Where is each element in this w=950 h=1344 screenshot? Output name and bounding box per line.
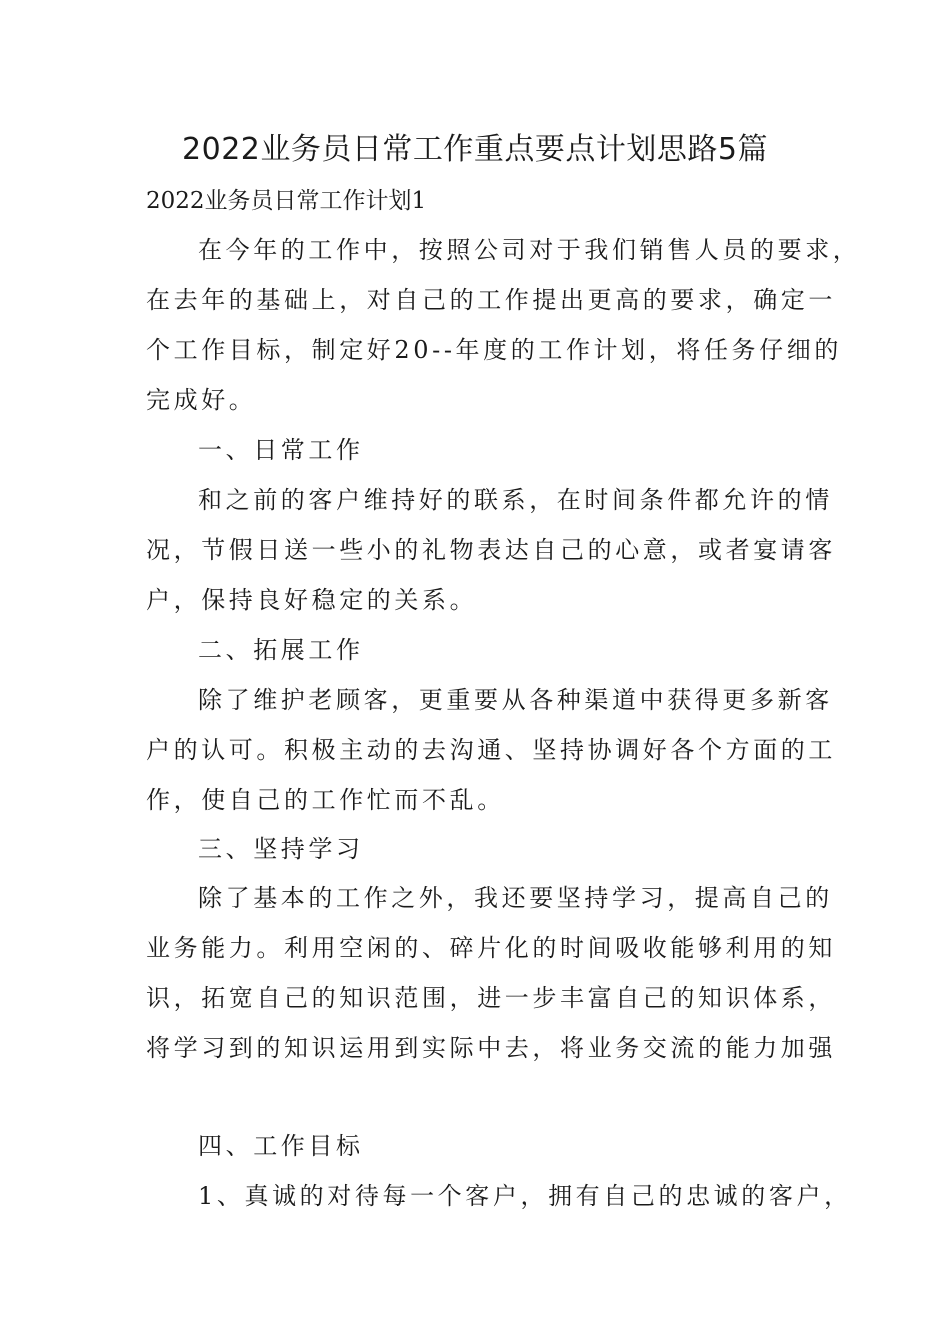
paragraph-line: 除了基本的工作之外，我还要坚持学习，提高自己的 bbox=[198, 884, 833, 912]
paragraph-line: 在今年的工作中，按照公司对于我们销售人员的要求， bbox=[198, 236, 861, 264]
paragraph-line: 户的认可。积极主动的去沟通、坚持协调好各个方面的工 bbox=[146, 736, 836, 764]
document-subtitle: 2022业务员日常工作计划1 bbox=[146, 188, 427, 214]
paragraph-line: 除了维护老顾客，更重要从各种渠道中获得更多新客 bbox=[198, 686, 833, 714]
paragraph-line: 将学习到的知识运用到实际中去，将业务交流的能力加强 bbox=[146, 1034, 836, 1062]
document-title: 2022业务员日常工作重点要点计划思路5篇 bbox=[182, 132, 768, 167]
paragraph-line: 在去年的基础上，对自己的工作提出更高的要求，确定一 bbox=[146, 286, 836, 314]
paragraph-line: 作，使自己的工作忙而不乱。 bbox=[146, 786, 505, 814]
paragraph-line: 完成好。 bbox=[146, 386, 257, 414]
section-heading: 四、工作目标 bbox=[198, 1132, 364, 1160]
section-heading: 二、拓展工作 bbox=[198, 636, 364, 664]
paragraph-line: 和之前的客户维持好的联系，在时间条件都允许的情 bbox=[198, 486, 833, 514]
section-heading: 一、日常工作 bbox=[198, 436, 364, 464]
paragraph-line: 个工作目标，制定好20--年度的工作计划，将任务仔细的 bbox=[146, 336, 842, 364]
paragraph-line: 业务能力。利用空闲的、碎片化的时间吸收能够利用的知 bbox=[146, 934, 836, 962]
paragraph-line: 户，保持良好稳定的关系。 bbox=[146, 586, 478, 614]
paragraph-line: 况，节假日送一些小的礼物表达自己的心意，或者宴请客 bbox=[146, 536, 836, 564]
section-heading: 三、坚持学习 bbox=[198, 835, 364, 863]
paragraph-line: 1、真诚的对待每一个客户，拥有自己的忠诚的客户， bbox=[198, 1182, 852, 1210]
paragraph-line: 识，拓宽自己的知识范围，进一步丰富自己的知识体系， bbox=[146, 984, 836, 1012]
